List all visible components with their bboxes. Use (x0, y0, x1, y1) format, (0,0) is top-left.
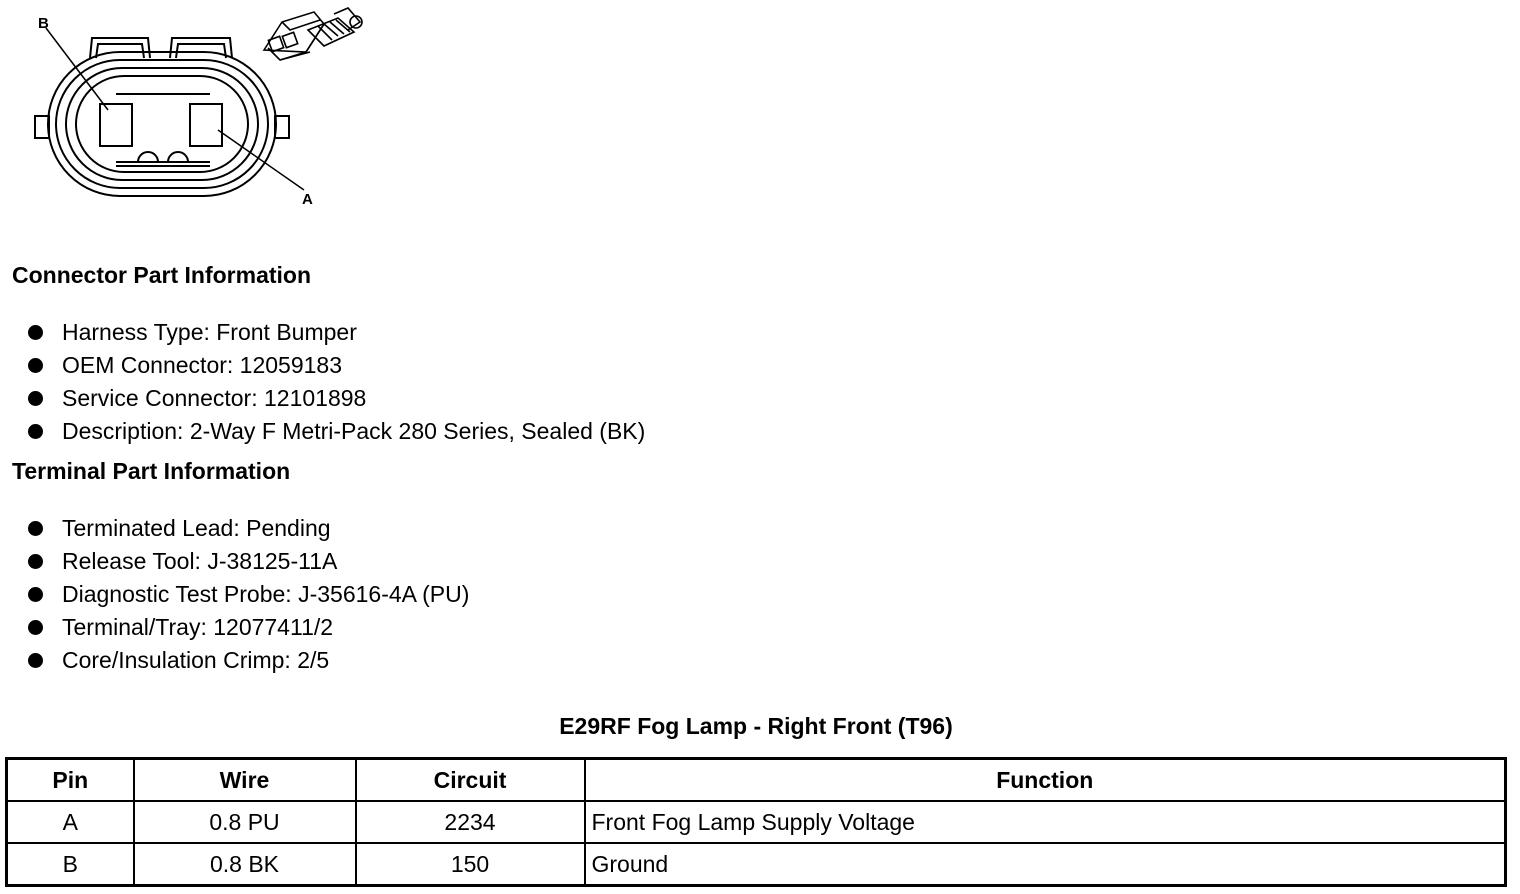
bullet-icon (28, 424, 43, 439)
list-item (28, 349, 645, 382)
cell-wire: 0.8 BK (134, 843, 356, 886)
list-item (28, 382, 645, 415)
terminal-info-list (28, 512, 469, 677)
terminal-section-title: Terminal Part Information (12, 458, 291, 484)
table-header-row (7, 759, 1506, 802)
cell-function: Ground (585, 843, 1506, 886)
cell-circuit: 150 (356, 843, 585, 886)
table-title: E29RF Fog Lamp - Right Front (T96) (559, 713, 953, 739)
connector-info-list (28, 316, 645, 448)
cell-wire: 0.8 PU (134, 801, 356, 843)
list-item-text: Release Tool: J-38125-11A (62, 548, 338, 574)
list-item (28, 415, 645, 448)
column-header-pin: Pin (7, 759, 134, 802)
list-item-text: Diagnostic Test Probe: J-35616-4A (PU) (62, 581, 470, 607)
list-item (28, 578, 469, 611)
cell-circuit: 2234 (356, 801, 585, 843)
list-item-text: Service Connector: 12101898 (62, 385, 367, 411)
table-row (7, 843, 1506, 886)
pinout-table (5, 757, 1507, 887)
list-item-text: Terminal/Tray: 12077411/2 (62, 614, 334, 640)
list-item-text: Terminated Lead: Pending (62, 515, 331, 541)
connector-iso-icon (264, 8, 362, 60)
list-item-text: Harness Type: Front Bumper (62, 319, 357, 345)
bullet-icon (28, 587, 43, 602)
list-item (28, 512, 469, 545)
bullet-icon (28, 391, 43, 406)
list-item-text: Description: 2-Way F Metri-Pack 280 Series, Sealed (BK) (62, 418, 646, 444)
pin-a-label: A (302, 191, 313, 208)
bullet-icon (28, 521, 43, 536)
column-header-circuit: Circuit (356, 759, 585, 802)
cell-pin: A (7, 801, 134, 843)
list-item-text: OEM Connector: 12059183 (62, 352, 343, 378)
column-header-wire: Wire (134, 759, 356, 802)
list-item (28, 611, 469, 644)
list-item (28, 545, 469, 578)
column-header-function: Function (585, 759, 1506, 802)
table-row (7, 801, 1506, 843)
list-item (28, 316, 645, 349)
bullet-icon (28, 358, 43, 373)
cell-pin: B (7, 843, 134, 886)
bullet-icon (28, 620, 43, 635)
list-item-text: Core/Insulation Crimp: 2/5 (62, 647, 330, 673)
bullet-icon (28, 554, 43, 569)
connector-section-title: Connector Part Information (12, 262, 312, 288)
bullet-icon (28, 325, 43, 340)
cell-function: Front Fog Lamp Supply Voltage (585, 801, 1506, 843)
connector-diagram (18, 0, 368, 215)
bullet-icon (28, 653, 43, 668)
list-item (28, 644, 469, 677)
pin-b-label: B (38, 15, 49, 32)
